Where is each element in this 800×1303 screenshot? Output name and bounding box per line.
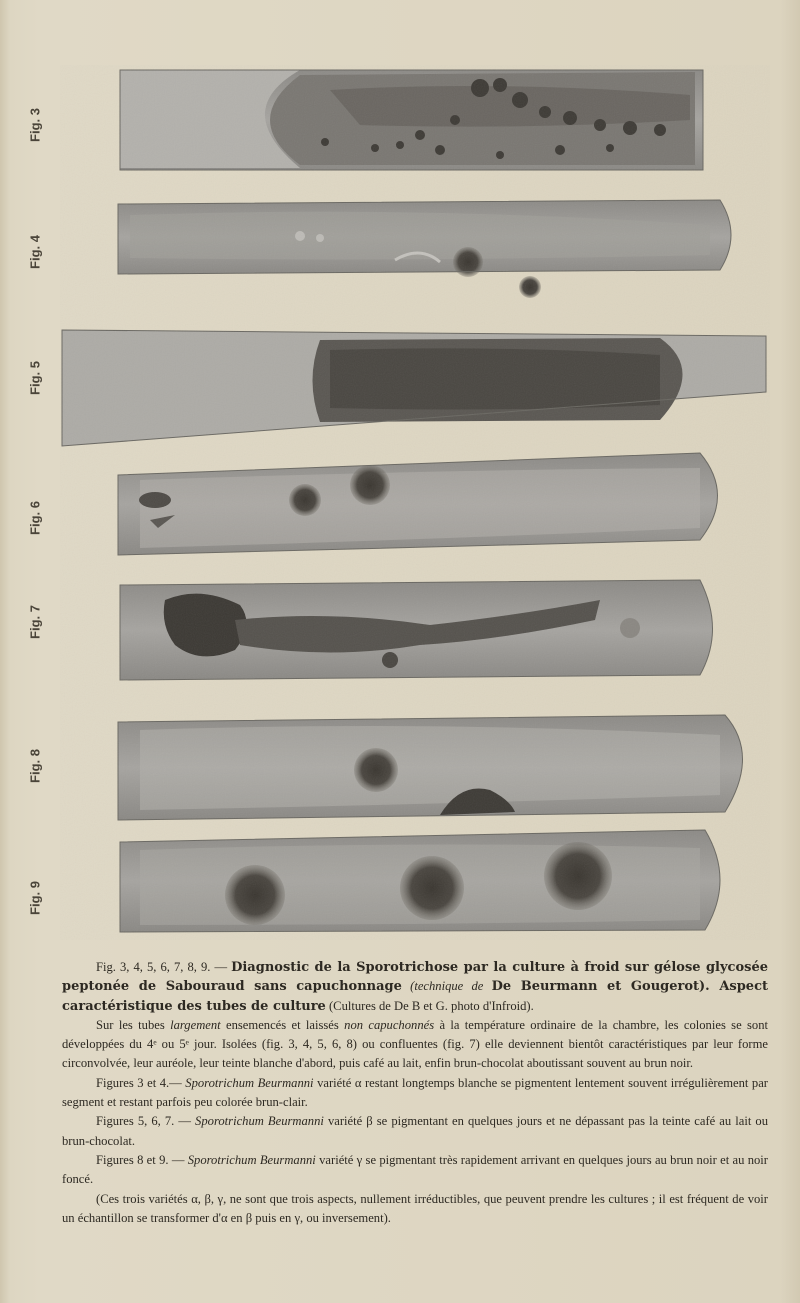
caption-paragraph-4: Figures 5, 6, 7. — Sporotrichum Beurmanni variété β se pigmentant en quelques jours et ne dépassant pas la teinte café au lait ou brun-chocolat. [62,1114,768,1148]
caption-paragraph-6: (Ces trois variétés α, β, γ, ne sont que trois aspects, nullement irréductibles, que peuvent prendre les cultures ; il est fréquent de voir un échantillon se transformer d'α en β puis en γ, ou inversement). [62,1191,768,1225]
fig-6-label: Fig. 6 [27,501,43,535]
caption-technique: (technique de [401,979,492,994]
fig-4-label: Fig. 4 [27,235,43,269]
fig-9-label: Fig. 9 [27,881,43,915]
caption-authors: De Beurmann et Gougerot). Aspect caractéristique des tubes de culture [62,979,768,1014]
caption-paragraph-3: Figures 3 et 4.— Sporotrichum Beurmanni variété α restant longtemps blanche se pigmentent lentement souvent irrégulièrement par segment et restant parfois peu colorée brun-clair. [62,1075,768,1110]
fig-8-label: Fig. 8 [27,749,43,783]
caption-heading: Diagnostic de la Sporotrichose par la culture à froid sur gélose glycosée peptonée de Sabouraud sans capuchonnage [62,960,768,995]
fig-3-label: Fig. 3 [27,108,43,142]
fig-7-label: Fig. 7 [27,605,43,639]
caption-fig-list: Fig. 3, 4, 5, 6, 7, 8, 9. — [96,960,232,974]
caption-credit: (Cultures de De B et G. photo d'Infroid). [325,998,534,1013]
fig-5-label: Fig. 5 [27,361,43,395]
caption-paragraph-5: Figures 8 et 9. — Sporotrichum Beurmanni variété γ se pigmentant très rapidement arrivant en quelques jours au brun noir et au noir foncé. [62,1152,768,1187]
caption-paragraph-2: Sur les tubes largement ensemencés et laissés non capuchonnés à la température ordinaire de la chambre, les colonies se sont développées du 4ᵉ ou 5ᵉ jour. Isolées (fig. 3, 4, 5, 6, 8) ou confluentes (fig. 7) elle deviennent bientôt caractéristiques par leur forme circonvolvée, leur auréole, leur teinte blanche d'abord, puis café au lait, enfin brun-chocolat aboutissant souvent au brun noir. [62,1017,768,1071]
plate-caption [62,958,768,1228]
caption-paragraph-1 [62,958,768,1016]
